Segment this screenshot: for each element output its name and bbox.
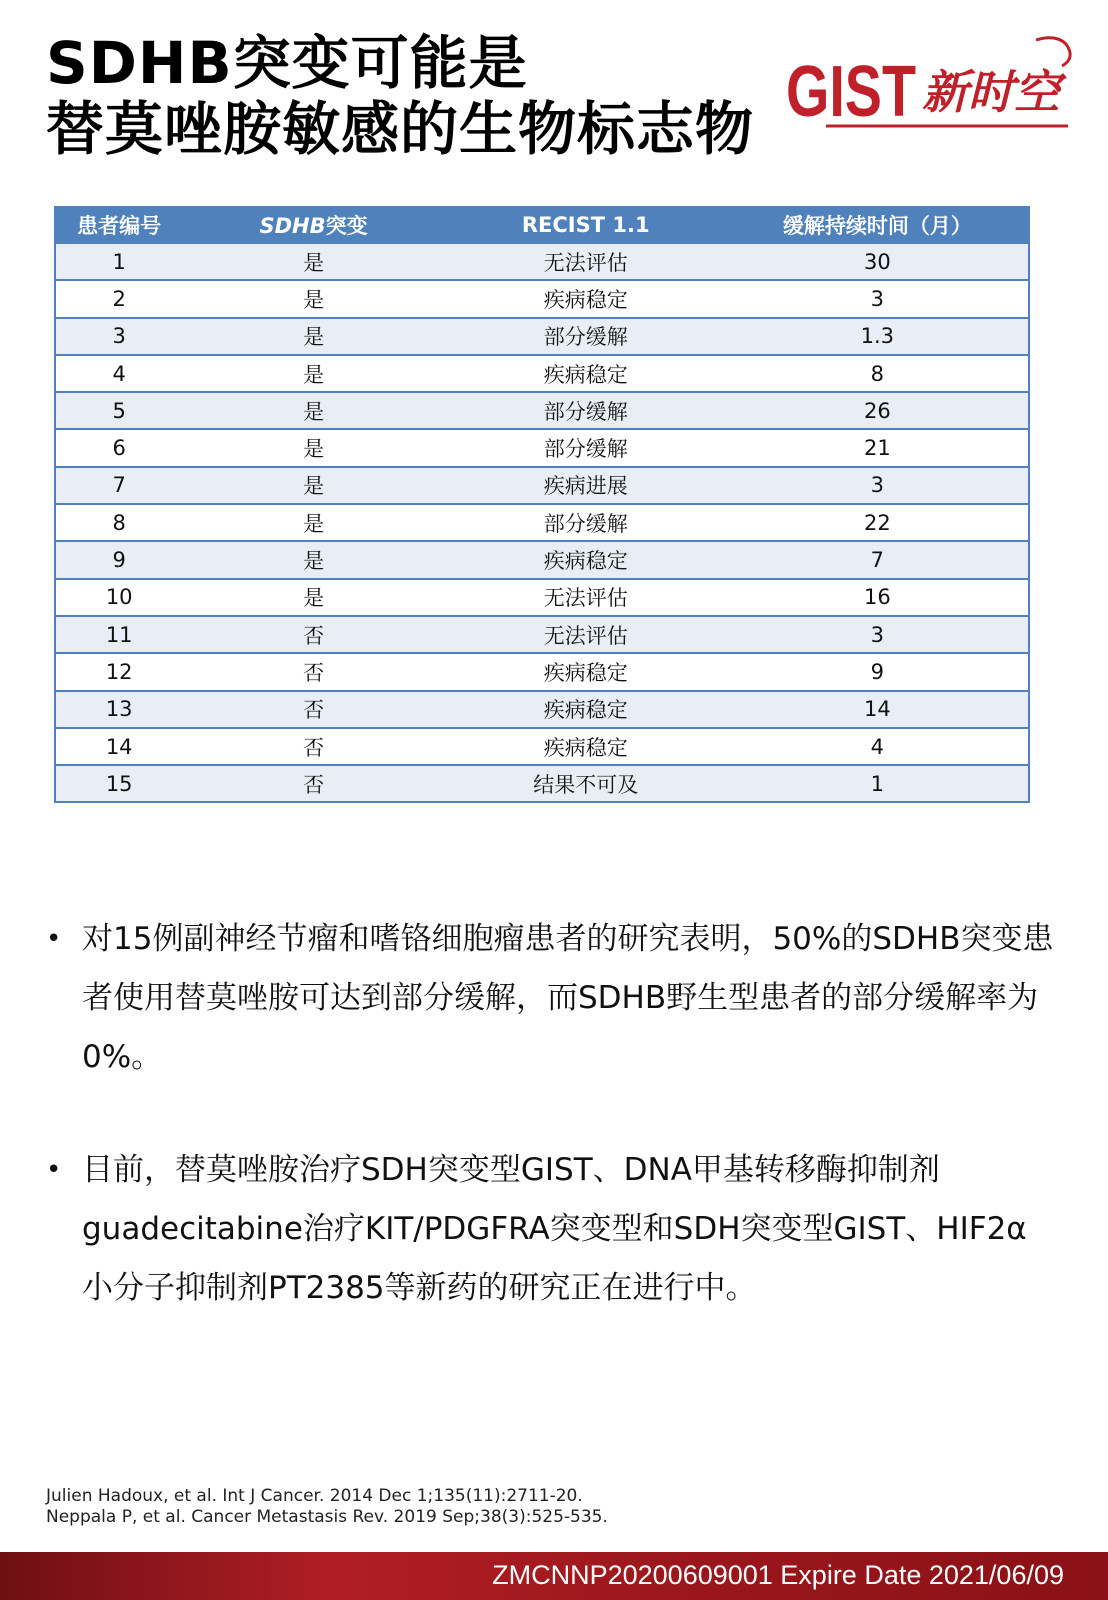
header-response-duration: 缓解持续时间（月）: [727, 208, 1028, 243]
table-row: [56, 355, 1028, 392]
header-sdhb-gene: SDHB: [259, 214, 326, 238]
cell-patient-id: 6: [56, 429, 182, 466]
cell-duration: 4: [727, 728, 1028, 765]
cell-patient-id: 5: [56, 392, 182, 429]
cell-patient-id: 10: [56, 579, 182, 616]
table-row: [56, 541, 1028, 578]
table-row: [56, 691, 1028, 728]
cell-sdhb-mutation: 是: [182, 579, 444, 616]
header-patient-id: 患者编号: [56, 208, 182, 243]
cell-recist: 部分缓解: [445, 392, 727, 429]
cell-recist: 疾病稳定: [445, 653, 727, 690]
cell-duration: 9: [727, 653, 1028, 690]
cell-patient-id: 15: [56, 765, 182, 801]
cell-recist: 疾病进展: [445, 467, 727, 504]
table-row: [56, 504, 1028, 541]
cell-recist: 部分缓解: [445, 429, 727, 466]
cell-sdhb-mutation: 是: [182, 243, 444, 280]
cell-recist: 疾病稳定: [445, 691, 727, 728]
bullet-dot-icon: •: [46, 1155, 62, 1185]
title-line-1: SDHB突变可能是: [46, 29, 528, 97]
cell-duration: 21: [727, 429, 1028, 466]
logo-cn-text: 新时空: [922, 65, 1060, 119]
title-line-2: 替莫唑胺敏感的生物标志物: [46, 95, 755, 163]
cell-duration: 14: [727, 691, 1028, 728]
logo-gist-text: GIST: [786, 52, 917, 132]
cell-duration: 3: [727, 616, 1028, 653]
table-row: [56, 467, 1028, 504]
table-row: [56, 579, 1028, 616]
logo-decoration-icon: [1036, 38, 1070, 66]
cell-patient-id: 13: [56, 691, 182, 728]
cell-recist: 疾病稳定: [445, 541, 727, 578]
cell-duration: 26: [727, 392, 1028, 429]
footer-bar: [0, 1552, 1108, 1600]
cell-duration: 16: [727, 579, 1028, 616]
cell-recist: 无法评估: [445, 579, 727, 616]
table-row: [56, 243, 1028, 280]
table-header-row: [56, 208, 1028, 243]
cell-sdhb-mutation: 否: [182, 765, 444, 801]
cell-patient-id: 14: [56, 728, 182, 765]
cell-sdhb-mutation: 否: [182, 691, 444, 728]
bullet-dot-icon: •: [46, 924, 62, 954]
bullet-item: [46, 910, 1056, 1087]
cell-duration: 8: [727, 355, 1028, 392]
table-row: [56, 392, 1028, 429]
cell-recist: 无法评估: [445, 243, 727, 280]
cell-sdhb-mutation: 是: [182, 504, 444, 541]
cell-duration: 30: [727, 243, 1028, 280]
cell-patient-id: 2: [56, 280, 182, 317]
cell-sdhb-mutation: 否: [182, 616, 444, 653]
reference-item: Neppala P, et al. Cancer Metastasis Rev. 2019 Sep;38(3):525-535.: [46, 1507, 608, 1527]
table-row: [56, 280, 1028, 317]
page-title: [46, 30, 754, 162]
reference-item: Julien Hadoux, et al. Int J Cancer. 2014 Dec 1;135(11):2711-20.: [46, 1486, 583, 1506]
footer-code: ZMCNNP20200609001 Expire Date 2021/06/09: [492, 1560, 1064, 1590]
table-row: [56, 653, 1028, 690]
bullet-text: 对15例副神经节瘤和嗜铬细胞瘤患者的研究表明，50%的SDHB突变患者使用替莫唑胺可达到部分缓解，而SDHB野生型患者的部分缓解率为0%。: [82, 921, 1054, 1075]
cell-sdhb-mutation: 否: [182, 653, 444, 690]
cell-sdhb-mutation: 是: [182, 355, 444, 392]
cell-duration: 1: [727, 765, 1028, 801]
header-mutation-word: 突变: [325, 214, 368, 238]
bullet-text: 目前，替莫唑胺治疗SDH突变型GIST、DNA甲基转移酶抑制剂guadecitabine治疗KIT/PDGFRA突变型和SDH突变型GIST、HIF2α小分子抑制剂PT2385等新药的研究正在进行中。: [82, 1152, 1027, 1306]
header-sdhb-mutation: [182, 208, 444, 243]
cell-sdhb-mutation: 是: [182, 280, 444, 317]
cell-recist: 疾病稳定: [445, 728, 727, 765]
cell-patient-id: 4: [56, 355, 182, 392]
cell-patient-id: 8: [56, 504, 182, 541]
references: [46, 1486, 608, 1528]
results-table: [54, 206, 1030, 803]
cell-recist: 结果不可及: [445, 765, 727, 801]
table-row: [56, 728, 1028, 765]
cell-sdhb-mutation: 是: [182, 318, 444, 355]
cell-recist: 部分缓解: [445, 504, 727, 541]
table-row: [56, 765, 1028, 801]
bullet-item: [46, 1141, 1056, 1318]
cell-duration: 3: [727, 467, 1028, 504]
cell-sdhb-mutation: 是: [182, 392, 444, 429]
table-row: [56, 318, 1028, 355]
cell-patient-id: 11: [56, 616, 182, 653]
cell-patient-id: 3: [56, 318, 182, 355]
cell-sdhb-mutation: 是: [182, 429, 444, 466]
cell-duration: 7: [727, 541, 1028, 578]
cell-patient-id: 12: [56, 653, 182, 690]
bullet-list: [46, 910, 1056, 1372]
cell-patient-id: 1: [56, 243, 182, 280]
table-row: [56, 616, 1028, 653]
table-row: [56, 429, 1028, 466]
cell-duration: 3: [727, 280, 1028, 317]
cell-sdhb-mutation: 是: [182, 541, 444, 578]
cell-recist: 部分缓解: [445, 318, 727, 355]
gist-logo: [786, 30, 1086, 138]
cell-duration: 1.3: [727, 318, 1028, 355]
cell-recist: 疾病稳定: [445, 355, 727, 392]
cell-sdhb-mutation: 是: [182, 467, 444, 504]
cell-sdhb-mutation: 否: [182, 728, 444, 765]
cell-recist: 无法评估: [445, 616, 727, 653]
cell-patient-id: 7: [56, 467, 182, 504]
cell-patient-id: 9: [56, 541, 182, 578]
cell-recist: 疾病稳定: [445, 280, 727, 317]
header-recist: RECIST 1.1: [445, 208, 727, 243]
cell-duration: 22: [727, 504, 1028, 541]
